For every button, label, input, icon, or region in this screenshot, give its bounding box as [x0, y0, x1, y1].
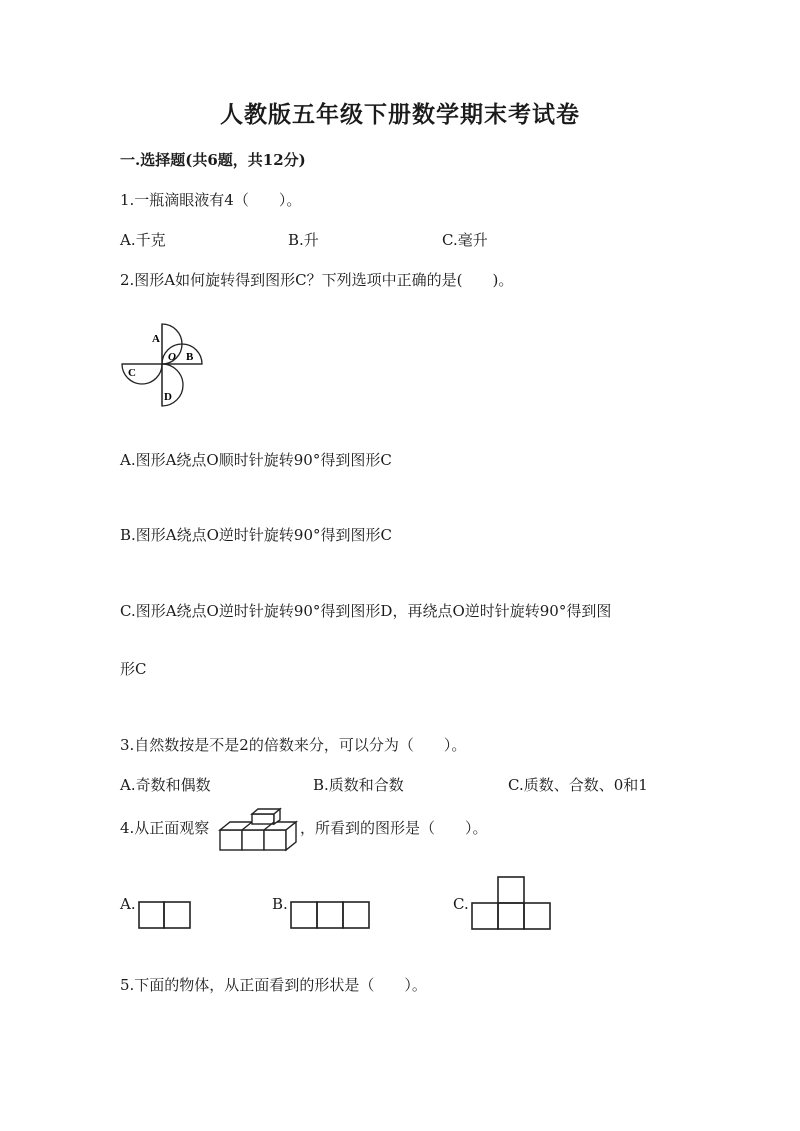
label-b: B	[186, 351, 194, 363]
question-4-option-a-label: A.	[120, 895, 136, 913]
section-heading: 一.选择题(共6题，共12分)	[120, 151, 306, 169]
page-title: 人教版五年级下册数学期末考试卷	[220, 101, 580, 128]
question-2-stem: 2.图形A如何旋转得到图形C？下列选项中正确的是( )。	[120, 271, 514, 289]
question-4-stem-before: 4.从正面观察	[120, 819, 210, 837]
question-2-option-c-line2: 形C	[120, 660, 147, 678]
option-b-figure	[290, 901, 372, 929]
question-3-stem: 3.自然数按是不是2的倍数来分，可以分为（ ）。	[120, 736, 467, 754]
question-2-option-b: B.图形A绕点O逆时针旋转90°得到图形C	[120, 526, 392, 544]
question-4-option-b-label: B.	[272, 895, 288, 913]
question-1-option-a: A.千克	[120, 231, 166, 249]
question-5-stem: 5.下面的物体，从正面看到的形状是（ ）。	[120, 976, 427, 994]
label-o: O	[168, 351, 176, 363]
question-1-option-c: C.毫升	[442, 231, 488, 249]
question-3-option-b: B.质数和合数	[313, 776, 404, 794]
rotation-figure	[118, 318, 218, 410]
question-3-option-c: C.质数、合数、0和1	[508, 776, 648, 794]
question-1-option-b: B.升	[288, 231, 319, 249]
question-2-option-c-line1: C.图形A绕点O逆时针旋转90°得到图形D，再绕点O逆时针旋转90°得到图	[120, 602, 612, 620]
question-1-stem: 1.一瓶滴眼液有4（ ）。	[120, 191, 302, 209]
option-c-figure	[470, 875, 554, 931]
question-2-option-a: A.图形A绕点O顺时针旋转90°得到图形C	[120, 451, 392, 469]
question-3-option-a: A.奇数和偶数	[120, 776, 211, 794]
label-d: D	[164, 391, 172, 403]
question-4-stem-after: ，所看到的图形是（ ）。	[300, 819, 488, 837]
label-c: C	[128, 367, 136, 379]
option-a-figure	[138, 901, 192, 929]
label-a: A	[152, 333, 160, 345]
cube-stack-figure	[218, 812, 300, 854]
question-4-option-c-label: C.	[453, 895, 469, 913]
